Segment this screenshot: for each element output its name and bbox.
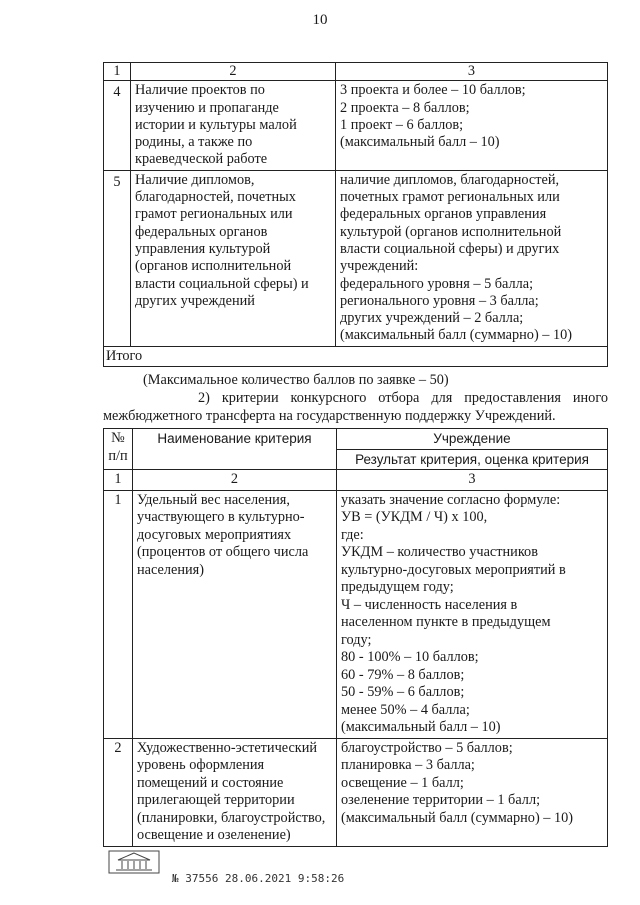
row-number: 1 (104, 490, 133, 738)
criteria-table-2 (103, 428, 608, 847)
criterion-cell (133, 738, 337, 846)
header-criterion-name: Наименование критерия (133, 429, 337, 470)
text-line: других учреждений (135, 292, 255, 309)
text-line: году; (341, 631, 372, 648)
header-num: № п/п (104, 429, 133, 470)
text-line: планировка – 3 балла; (341, 757, 475, 773)
text-line: 80 - 100% – 10 баллов; (341, 649, 479, 665)
text-line: истории и культуры малой (135, 116, 297, 133)
criterion-cell (131, 81, 336, 170)
text-line: населения) (137, 561, 204, 578)
text-line: 60 - 79% – 8 баллов; (341, 666, 465, 683)
header-col-3: 3 (336, 63, 608, 81)
text-line: 2 проекта – 8 баллов; (340, 99, 470, 116)
text-line: прилегающей территории (137, 792, 295, 808)
col-number: 3 (337, 470, 608, 491)
text-line: краеведческой работе (135, 151, 268, 168)
text-line: предыдущем году; (341, 579, 454, 595)
text-line: Наличие проектов по (135, 82, 265, 99)
text-line: Наличие дипломов, (135, 171, 255, 188)
text-line: 3 проекта и более – 10 баллов; (340, 82, 526, 99)
text-line: федеральных органов управления (340, 206, 547, 223)
text-line: наличие дипломов, благодарностей, (340, 171, 560, 188)
column-numbers-row (104, 470, 608, 491)
text-line: (процентов от общего числа (137, 544, 309, 560)
row-number: 2 (104, 738, 133, 846)
text-line: УКДМ – количество участников (341, 544, 538, 560)
score-cell (336, 170, 608, 346)
text-line: озеленение территории – 1 балл; (341, 792, 541, 808)
registration-number: № 37556 28.06.2021 9:58:26 (172, 872, 345, 885)
total-label: Итого (104, 346, 608, 366)
text-line: федеральных органов (135, 223, 268, 240)
text-line: освещение – 1 балл; (341, 774, 464, 791)
table-header-row (104, 63, 608, 81)
text-line: УВ = (УКДМ / Ч) х 100, (341, 509, 488, 525)
col-number: 1 (104, 470, 133, 491)
criteria-paragraph-line-2: межбюджетного трансферта на государственную поддержку Учреждений. (103, 408, 556, 424)
page-number: 10 (312, 12, 328, 28)
text-line: других учреждений – 2 балла; (340, 310, 524, 327)
text-line: уровень оформления (137, 757, 265, 773)
text-line: освещение и озеленение) (137, 827, 291, 843)
total-row (104, 346, 608, 366)
building-stamp-icon (108, 850, 160, 874)
text-line: (максимальный балл (суммарно) – 10) (340, 327, 573, 344)
table-row (104, 490, 608, 738)
text-line: населенном пункте в предыдущем (341, 614, 551, 630)
text-line: регионального уровня – 3 балла; (340, 292, 539, 309)
text-line: федерального уровня – 5 балла; (340, 275, 534, 292)
header-col-1: 1 (104, 63, 131, 81)
text-line: Художественно-эстетический (137, 739, 318, 756)
text-line: участвующего в культурно- (137, 509, 305, 525)
text-line: власти социальной сферы) и (135, 275, 309, 292)
text-line: благоустройство – 5 баллов; (341, 739, 513, 756)
text-line: Ч – численность населения в (341, 596, 518, 613)
text-line: родины, а также по (135, 134, 253, 151)
table-row (104, 81, 608, 170)
text-line: учреждений: (340, 258, 419, 275)
col-number: 2 (133, 470, 337, 491)
header-col-2: 2 (131, 63, 336, 81)
table-row (104, 738, 608, 846)
header-institution: Учреждение (337, 429, 608, 450)
criteria-table-1 (103, 62, 608, 367)
text-line: где: (341, 526, 364, 543)
criteria-paragraph-line-1: 2) критерии конкурсного отбора для предоставления иного (198, 390, 608, 406)
text-line: власти социальной сферы) и других (340, 240, 560, 257)
text-line: грамот региональных или (135, 206, 293, 223)
text-line: почетных грамот региональных или (340, 189, 560, 206)
text-line: 50 - 59% – 6 баллов; (341, 684, 465, 700)
text-line: (максимальный балл – 10) (340, 134, 500, 151)
text-line: досуговых мероприятиях (137, 526, 292, 543)
score-cell (336, 81, 608, 170)
text-line: менее 50% – 4 балла; (341, 701, 470, 718)
text-line: (планировки, благоустройство, (137, 809, 326, 826)
text-line: указать значение согласно формуле: (341, 491, 561, 508)
row-number: 5 (104, 170, 131, 346)
table-header-row (104, 429, 608, 450)
score-cell (337, 490, 608, 738)
score-cell (337, 738, 608, 846)
criterion-cell (131, 170, 336, 346)
header-result: Результат критерия, оценка критерия (337, 449, 608, 470)
text-line: изучению и пропаганде (135, 99, 279, 116)
text-line: (максимальный балл (суммарно) – 10) (341, 809, 574, 826)
max-score-paragraph: (Максимальное количество баллов по заявке – 50) (143, 372, 449, 388)
text-line: культурно-досуговых мероприятий в (341, 561, 566, 578)
text-line: Удельный вес населения, (137, 491, 290, 508)
table-row (104, 170, 608, 346)
text-line: помещений и состояние (137, 774, 284, 791)
text-line: (органов исполнительной (135, 258, 292, 275)
text-line: благодарностей, почетных (135, 189, 296, 206)
text-line: культурой (органов исполнительной (340, 223, 562, 240)
text-line: 1 проект – 6 баллов; (340, 116, 464, 133)
row-number: 4 (104, 81, 131, 170)
criterion-cell (133, 490, 337, 738)
text-line: (максимальный балл – 10) (341, 719, 501, 735)
text-line: управления культурой (135, 240, 271, 257)
